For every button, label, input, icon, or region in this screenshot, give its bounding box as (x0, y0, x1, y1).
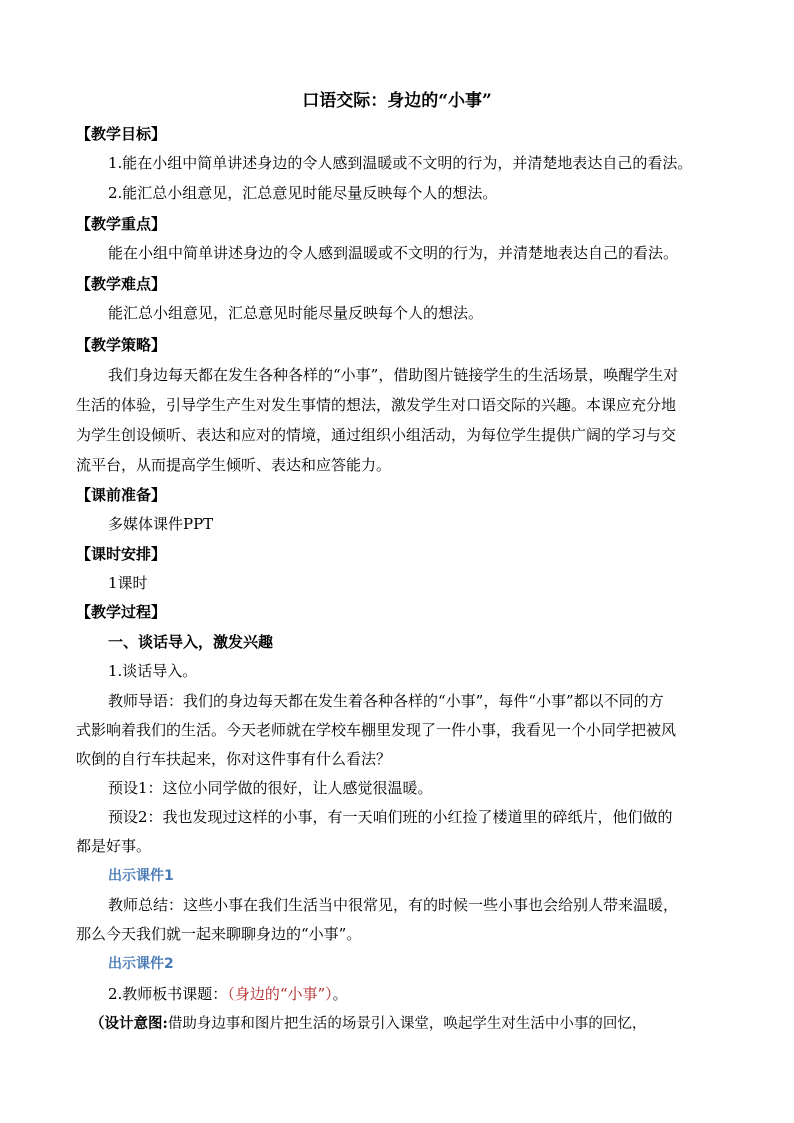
page-title: 口语交际：身边的“小事” (302, 91, 492, 111)
goal-item-2: 2.能汇总小组意见，汇总意见时能尽量反映每个人的想法。 (108, 184, 498, 202)
board-title-line (108, 983, 348, 1005)
guide-line-1: 教师导语：我们的身边每天都在发生着各种各样的“小事”，每件“小事”都以不同的方 (108, 692, 664, 710)
heading-teaching-goal: 【教学目标】 (76, 125, 167, 143)
heading-teaching-key: 【教学重点】 (76, 215, 167, 233)
preset-1: 预设1：这位小同学做的很好，让人感觉很温暖。 (108, 779, 433, 797)
design-intent-label: （设计意图: (90, 1015, 168, 1032)
board-prefix: 2.教师板书课题： (108, 985, 228, 1003)
summary-line-2: 那么今天我们就一起来聊聊身边的“小事”。 (76, 925, 362, 943)
goal-item-1: 1.能在小组中简单讲述身边的令人感到温暖或不文明的行为，并清楚地表达自己的看法。 (108, 154, 693, 172)
heading-preparation: 【课前准备】 (76, 486, 167, 504)
schedule-text: 1课时 (108, 574, 148, 592)
strategy-line-2: 生活的体验，引导学生产生对发生事情的想法，激发学生对口语交际的兴趣。本课应充分地 (76, 396, 677, 414)
difficulty-text: 能汇总小组意见，汇总意见时能尽量反映每个人的想法。 (108, 304, 484, 322)
design-intent-text: 借助身边事和图片把生活的场景引入课堂，唤起学生对生活中小事的回忆， (167, 1016, 647, 1032)
preset-2-line-2: 都是好事。 (76, 837, 152, 855)
step-1: 1.谈话导入。 (108, 662, 198, 680)
key-text: 能在小组中简单讲述身边的令人感到温暖或不文明的行为，并清楚地表达自己的看法。 (108, 244, 679, 262)
strategy-line-3: 为学生创设倾听、表达和应对的情境，通过组织小组活动，为每位学生提供广阔的学习与交 (76, 426, 677, 444)
heading-process: 【教学过程】 (76, 603, 167, 621)
summary-line-1: 教师总结：这些小事在我们生活当中很常见，有的时候一些小事也会给别人带来温暖， (108, 896, 679, 914)
heading-teaching-strategy: 【教学策略】 (76, 336, 167, 354)
strategy-line-1: 我们身边每天都在发生各种各样的“小事”，借助图片链接学生的生活场景，唤醒学生对 (108, 366, 679, 384)
board-lesson-title: （身边的“小事”） (227, 985, 333, 1003)
board-suffix: 。 (332, 985, 348, 1003)
show-slide-2-label: 出示课件2 (108, 956, 174, 972)
heading-schedule: 【课时安排】 (76, 545, 167, 563)
strategy-line-4: 流平台，从而提高学生倾听、表达和应答能力。 (76, 456, 392, 474)
guide-line-2: 式影响着我们的生活。今天老师就在学校车棚里发现了一件小事，我看见一个小同学把被风 (76, 721, 677, 739)
section-1-heading: 一、谈话导入，激发兴趣 (108, 633, 274, 651)
heading-teaching-difficulty: 【教学难点】 (76, 275, 167, 293)
show-slide-1-label: 出示课件1 (108, 868, 174, 884)
guide-line-3: 吹倒的自行车扶起来，你对这件事有什么看法？ (76, 750, 392, 768)
preparation-text: 多媒体课件PPT (108, 515, 214, 533)
design-intent-line (90, 1013, 646, 1035)
preset-2-line-1: 预设2：我也发现过这样的小事，有一天咱们班的小红捡了楼道里的碎纸片，他们做的 (108, 808, 673, 826)
